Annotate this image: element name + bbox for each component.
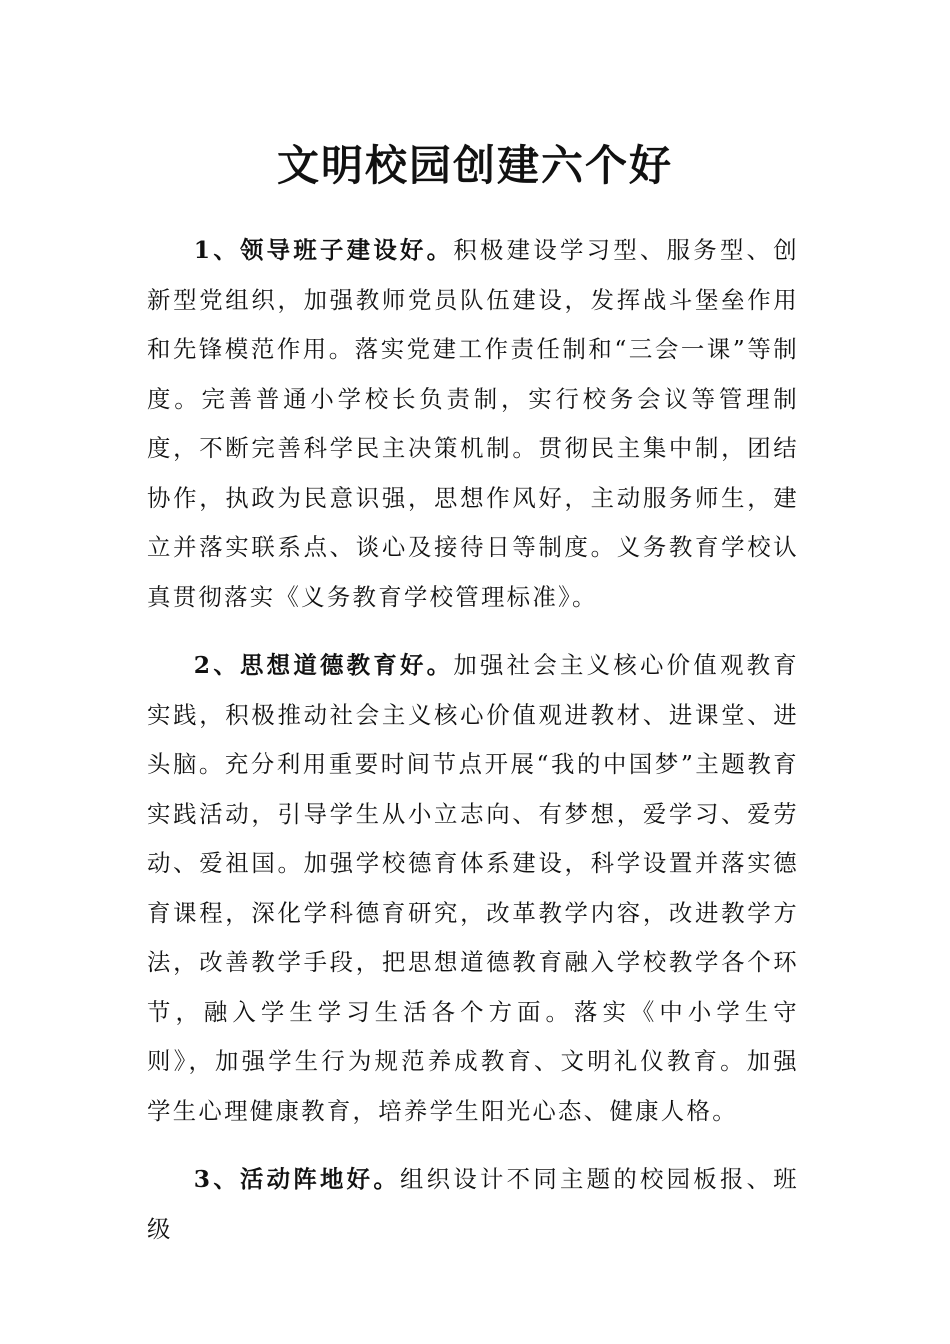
paragraph-2	[147, 641, 799, 1136]
paragraph-3	[147, 1155, 799, 1254]
paragraph-2-text: 加强社会主义核心价值观教育实践，积极推动社会主义核心价值观进教材、进课堂、进头脑。充分利用重要时间节点开展“我的中国梦”主题教育实践活动，引导学生从小立志向、有梦想，爱学习、爱劳动、爱祖国。加强学校德育体系建设，科学设置并落实德育课程，深化学科德育研究，改革教学内容，改进教学方法，改善教学手段，把思想道德教育融入学校教学各个环节，融入学生学习生活各个方面。落实《中小学生守则》，加强学生行为规范养成教育、文明礼仪教育。加强学生心理健康教育，培养学生阳光心态、健康人格。	[147, 651, 799, 1125]
paragraph-1-heading: 1、领导班子建设好。	[193, 236, 454, 264]
paragraph-3-heading: 3、活动阵地好。	[193, 1165, 400, 1193]
paragraph-2-heading: 2、思想道德教育好。	[193, 651, 454, 679]
paragraph-1-text: 积极建设学习型、服务型、创新型党组织，加强教师党员队伍建设，发挥战斗堡垒作用和先锋模范作用。落实党建工作责任制和“三会一课”等制度。完善普通小学校长负责制，实行校务会议等管理制度，不断完善科学民主决策机制。贯彻民主集中制，团结协作，执政为民意识强，思想作风好，主动服务师生，建立并落实联系点、谈心及接待日等制度。义务教育学校认真贯彻落实《义务教育学校管理标准》。	[147, 236, 799, 611]
document-body	[147, 226, 799, 1273]
paragraph-1	[147, 226, 799, 622]
document-title: 文明校园创建六个好	[276, 141, 673, 190]
paragraph-3-text: 组织设计不同主题的校园板报、班级	[147, 1165, 799, 1243]
